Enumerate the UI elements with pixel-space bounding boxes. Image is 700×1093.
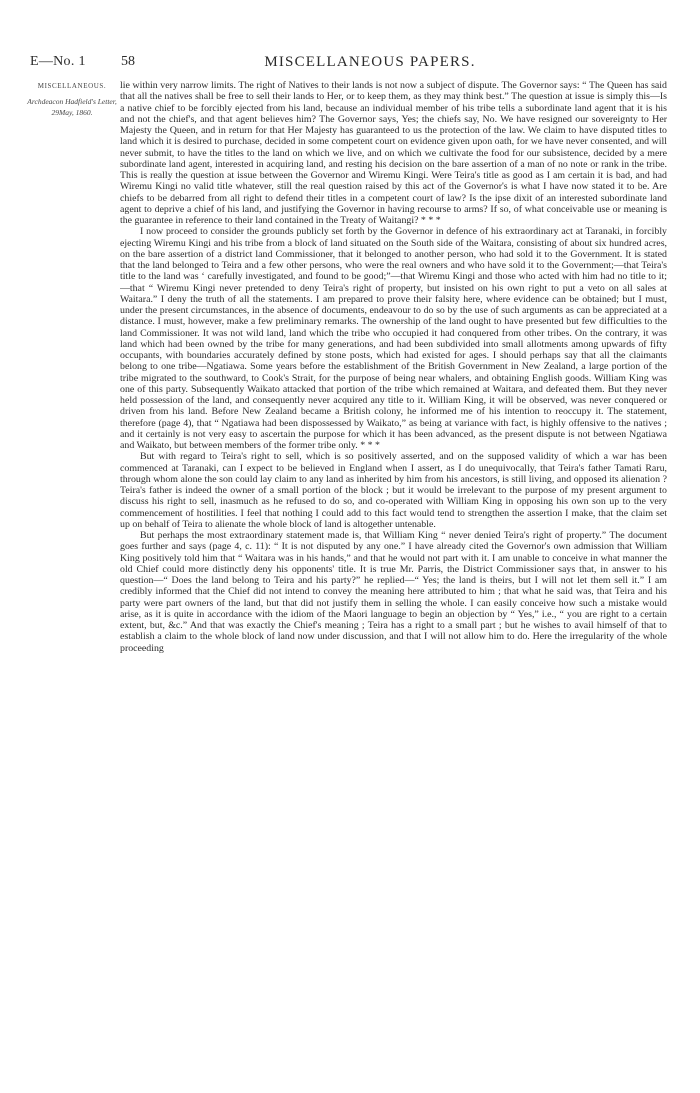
series-label: E—No. 1 — [30, 54, 86, 69]
paragraph: I now proceed to consider the grounds publicly set forth by the Governor in defence of his extraordinary act at Taranaki, in forcibly ejecting Wiremu Kingi and his tribe from a block of land situated on the South side of the Waitara, consisting of about six hundred acres, on the bare assertion of a district land Commissioner, that it belonged to another person, who had sold it to the Government. It is stated that the land belonged to Teira and a few other persons, who were the real owners and who have sold it to the Government;—that Teira's title to the land was ‘ carefully investigated, and found to be good;”—that Wiremu Kingi and those who acted with him had no title to it;—that “ Wiremu Kingi never pretended to deny Teira's right of property, but insisted on his own right to put a veto on all sales at Waitara.” I deny the truth of all the statements. I am prepared to prove their falsity here, where evidence can be obtained; but I must, under the present circumstances, in the absence of documents, endeavour to do so by the use of such arguments as can be appreciated at a distance. I must, however, make a few preliminary remarks. The ownership of the land ought to have presented but few difficulties to the land Commissioner. It was not wild land, land which the tribe who occupied it had conquered from other tribes. On the contrary, it was land which had been owned by the tribe for many generations, and had been subdivided into small allotments among upwards of fifty occupants, with boundaries accurately defined by stone posts, which had existed for ages. I should perhaps say that all the claimants belong to one tribe—Ngatiawa. Some years before the establishment of the British Government in New Zealand, a large portion of the tribe migrated to the southward, to Cook's Strait, for the purpose of being near whalers, and obtaining English goods. William King was one of this party. Subsequently Waikato attacked that portion of the tribe which remained at Waitara, and defeated them. But they never held possession of the land, and consequently never acquired any title to it. William King, it will be observed, was never conquered or driven from his land. Before New Zealand became a British colony, he informed me of his intention to reoccupy it. The statement, therefore (page 4), that “ Ngatiawa had been dispossessed by Waikato,” as being at variance with fact, is highly offensive to the natives ; and it certainly is not very easy to ascertain the purpose for which it has been advanced, as the present dispute is not between Ngatiawa and Waikato, but between members of the former tribe only. * * * — [120, 226, 667, 451]
paragraph: But perhaps the most extraordinary statement made is, that William King “ never denied Teira's right of property.” The document goes further and says (page 4, c. 11): “ It is not disputed by any one.” I have already cited the Governor's own admission that William King positively told him that “ Waitara was in his hands,” and that he would not part with it. I am unable to conceive in what manner the old Chief could more distinctly deny his opponents' title. It is true Mr. Parris, the District Commissioner says that, in answer to his question—“ Does the land belong to Teira and his party?” he replied—“ Yes; the land is theirs, but I will not let them sell it.” I am credibly informed that the Chief did not intend to convey the meaning here attributed to him ; that what he said was, that Teira and his party were part owners of the land, but that did not justify them in selling the whole. I can easily conceive how such a mistake would arise, as it is quite in accordance with the idiom of the Maori language to begin an objection by “ Yes,” i.e., “ you are right to a certain extent, but, &c.” And that was exactly the Chief's meaning ; Teira has a right to a small part ; but he wishes to avail himself of that to establish a claim to the whole block of land now under discussion, and that I will not allow him to do. Here the irregularity of the whole proceeding — [120, 530, 667, 654]
margin-section: MISCELLANEOUS. — [37, 82, 107, 90]
margin-note — [24, 81, 120, 119]
page-header — [30, 54, 670, 76]
margin-reference: Archdeacon Hadfield's Letter, 29May, 1860. — [27, 97, 117, 118]
paragraph: But with regard to Teira's right to sell, which is so positively asserted, and on the supposed validity of which a war has been commenced at Taranaki, can I expect to be believed in England when I assert, as I do unequivocally, that Teira's father Tamati Raru, through whom alone the son could lay claim to any land as inherited by him from his ancestors, is still living, and opposed its alienation ? Teira's father is indeed the owner of a small portion of the block ; but it would be irrelevant to the purpose of my present argument to discuss his right to sell, inasmuch as he refused to do so, and co-operated with William King in opposing his own son up to the very commencement of hostilities. I feel that nothing I could add to this fact would tend to strengthen the assertion I make, that the claim set up on behalf of Teira to alienate the whole block of land is altogether untenable. — [120, 451, 667, 530]
page-title: MISCELLANEOUS PAPERS. — [264, 54, 476, 70]
page-number: 58 — [121, 54, 135, 69]
body-text — [120, 80, 667, 1080]
paragraph: lie within very narrow limits. The right of Natives to their lands is not now a subject of dispute. The Governor says: “ The Queen has said that all the natives shall be free to sell their lands to Her, or to keep them, as they may think best.” The question at issue is simply this—Is a native chief to be forcibly ejected from his land, because an individual member of his tribe tells a subordinate land agent that it is his and not the chief's, and that agent believes him? The Governor says, Yes; the chiefs say, No. We have resigned our sovereignty to Her Majesty the Queen, and in return for that Her Majesty has guaranteed to us the protection of the law. We claim to have disputed titles to land which it is desired to purchase, decided in some competent court on evidence given upon oath, for we have never consented, and will never submit, to have the titles to the land on which we live, and on which we cultivate the food for our subsistence, decided by a mere subordinate land agent, interested in acquiring land, and resting his decision on the bare assertion of a man of no note or rank in the tribe. This is really the question at issue between the Governor and Wiremu Kingi. Were Teira's title as good as I am certain it is bad, and had Wiremu Kingi no valid title whatever, still the real question raised by this act of the Governor's is what I have now stated it to be. Are chiefs to be debarred from all right to defend their titles in a competent court of law? Is the ipse dixit of an interested subordinate land agent to deprive a chief of his land, and justifying the Governor in having recourse to arms? If so, of what conceivable use or meaning is the guarantee in reference to their land contained in the Treaty of Waitangi? * * * — [120, 80, 667, 226]
